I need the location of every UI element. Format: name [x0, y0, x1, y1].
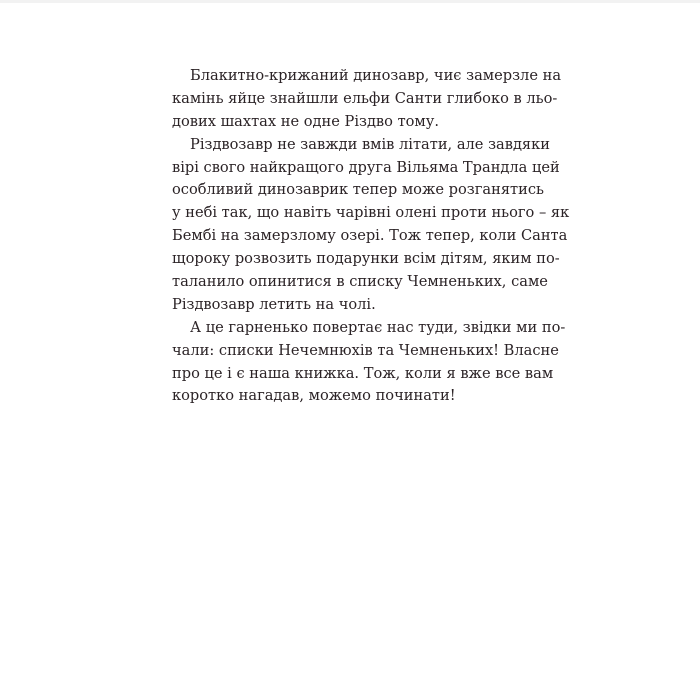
- text-line: вірі свого найкращого друга Вільяма Трандла цей: [172, 158, 560, 176]
- text-line: Бембі на замерзлому озері. Тож тепер, коли Санта: [172, 227, 568, 245]
- text-line: про це і є наша книжка. Тож, коли я вже все вам: [172, 364, 554, 382]
- body-text: [172, 65, 570, 408]
- text-line: А це гарненько повертає нас туди, звідки ми по-: [190, 318, 566, 336]
- text-line: щороку розвозить подарунки всім дітям, яким по-: [172, 250, 560, 268]
- paragraph-3: [172, 317, 566, 409]
- text-line: таланило опинитися в списку Чемненьких, саме: [172, 273, 548, 291]
- text-line: чали: списки Нечемнюхів та Чемненьких! Власне: [172, 341, 559, 359]
- text-line: дових шахтах не одне Різдво тому.: [172, 112, 440, 130]
- text-line: Різдвозавр не завжди вмів літати, але завдяки: [190, 135, 550, 153]
- text-line: камінь яйце знайшли ельфи Санти глибоко в льо-: [172, 89, 558, 107]
- text-line: Блакитно-крижаний динозавр, чиє замерзле на: [190, 67, 562, 84]
- text-line: особливий динозаврик тепер може розганятись: [172, 181, 544, 199]
- paragraph-1: [172, 65, 562, 134]
- page-top-edge: [0, 0, 700, 3]
- text-line: у небі так, що навіть чарівні олені проти нього – як: [172, 204, 570, 222]
- text-line: коротко нагадав, можемо починати!: [172, 387, 456, 405]
- text-line: Різдвозавр летить на чолі.: [172, 295, 376, 313]
- paragraph-2: [172, 134, 570, 317]
